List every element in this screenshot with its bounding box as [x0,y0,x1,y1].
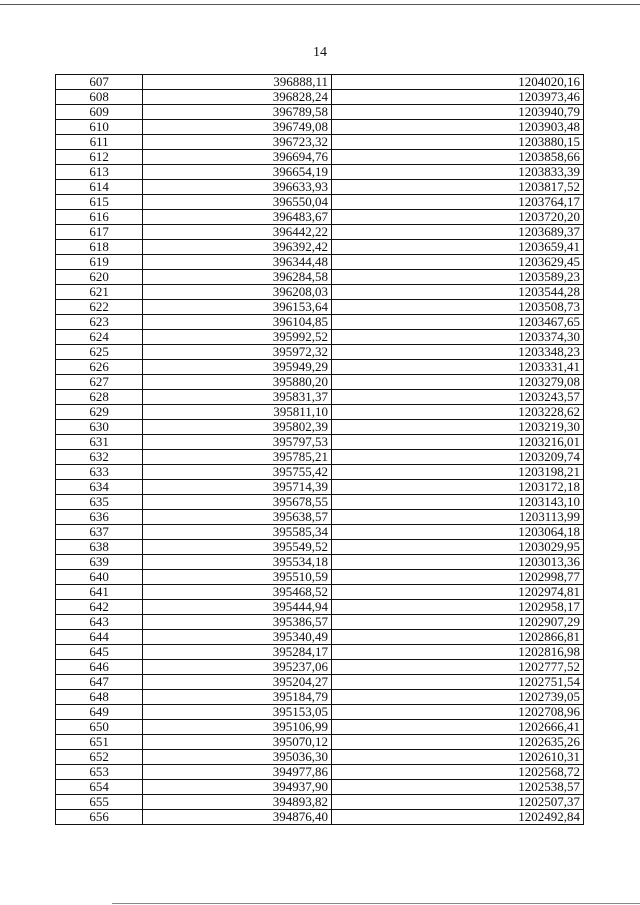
y-coordinate-cell: 1203589,23 [332,270,584,285]
table-row [56,570,584,585]
x-coordinate-cell: 395070,12 [143,735,332,750]
point-number-cell: 649 [56,705,143,720]
y-coordinate-cell: 1202777,52 [332,660,584,675]
y-coordinate-cell: 1203216,01 [332,435,584,450]
y-coordinate-cell: 1203064,18 [332,525,584,540]
point-number-cell: 639 [56,555,143,570]
table-row [56,450,584,465]
y-coordinate-cell: 1203659,41 [332,240,584,255]
y-coordinate-cell: 1203374,30 [332,330,584,345]
point-number-cell: 644 [56,630,143,645]
y-coordinate-cell: 1203331,41 [332,360,584,375]
y-coordinate-cell: 1203228,62 [332,405,584,420]
point-number-cell: 634 [56,480,143,495]
top-rule [0,4,640,5]
table-row [56,540,584,555]
x-coordinate-cell: 394937,90 [143,780,332,795]
x-coordinate-cell: 395534,18 [143,555,332,570]
x-coordinate-cell: 395802,39 [143,420,332,435]
table-row [56,630,584,645]
x-coordinate-cell: 395106,99 [143,720,332,735]
point-number-cell: 627 [56,375,143,390]
y-coordinate-cell: 1203720,20 [332,210,584,225]
point-number-cell: 610 [56,120,143,135]
y-coordinate-cell: 1203243,57 [332,390,584,405]
x-coordinate-cell: 394977,86 [143,765,332,780]
point-number-cell: 625 [56,345,143,360]
point-number-cell: 612 [56,150,143,165]
x-coordinate-cell: 396694,76 [143,150,332,165]
y-coordinate-cell: 1203113,99 [332,510,584,525]
point-number-cell: 648 [56,690,143,705]
point-number-cell: 650 [56,720,143,735]
table-row [56,210,584,225]
point-number-cell: 656 [56,810,143,825]
table-row [56,300,584,315]
y-coordinate-cell: 1203348,23 [332,345,584,360]
x-coordinate-cell: 396550,04 [143,195,332,210]
y-coordinate-cell: 1202998,77 [332,570,584,585]
table-row [56,360,584,375]
point-number-cell: 647 [56,675,143,690]
table-row [56,420,584,435]
x-coordinate-cell: 396483,67 [143,210,332,225]
table-row [56,465,584,480]
table-row [56,330,584,345]
point-number-cell: 633 [56,465,143,480]
y-coordinate-cell: 1203467,65 [332,315,584,330]
x-coordinate-cell: 396888,11 [143,75,332,90]
y-coordinate-cell: 1202958,17 [332,600,584,615]
x-coordinate-cell: 395678,55 [143,495,332,510]
x-coordinate-cell: 396392,42 [143,240,332,255]
point-number-cell: 631 [56,435,143,450]
table-row [56,315,584,330]
x-coordinate-cell: 396654,19 [143,165,332,180]
x-coordinate-cell: 396442,22 [143,225,332,240]
x-coordinate-cell: 395468,52 [143,585,332,600]
point-number-cell: 617 [56,225,143,240]
y-coordinate-cell: 1202492,84 [332,810,584,825]
y-coordinate-cell: 1203219,30 [332,420,584,435]
x-coordinate-cell: 395549,52 [143,540,332,555]
point-number-cell: 623 [56,315,143,330]
x-coordinate-cell: 395153,05 [143,705,332,720]
x-coordinate-cell: 395797,53 [143,435,332,450]
y-coordinate-cell: 1203629,45 [332,255,584,270]
table-row [56,135,584,150]
point-number-cell: 653 [56,765,143,780]
x-coordinate-cell: 395755,42 [143,465,332,480]
point-number-cell: 614 [56,180,143,195]
y-coordinate-cell: 1203508,73 [332,300,584,315]
y-coordinate-cell: 1202974,81 [332,585,584,600]
point-number-cell: 609 [56,105,143,120]
point-number-cell: 619 [56,255,143,270]
point-number-cell: 629 [56,405,143,420]
point-number-cell: 616 [56,210,143,225]
y-coordinate-cell: 1203880,15 [332,135,584,150]
table-row [56,675,584,690]
coordinates-table [55,74,584,825]
x-coordinate-cell: 395585,34 [143,525,332,540]
point-number-cell: 624 [56,330,143,345]
point-number-cell: 626 [56,360,143,375]
point-number-cell: 636 [56,510,143,525]
x-coordinate-cell: 395831,37 [143,390,332,405]
table-row [56,345,584,360]
y-coordinate-cell: 1203764,17 [332,195,584,210]
x-coordinate-cell: 396828,24 [143,90,332,105]
x-coordinate-cell: 395880,20 [143,375,332,390]
y-coordinate-cell: 1202610,31 [332,750,584,765]
point-number-cell: 640 [56,570,143,585]
point-number-cell: 632 [56,450,143,465]
table-row [56,720,584,735]
point-number-cell: 620 [56,270,143,285]
x-coordinate-cell: 395184,79 [143,690,332,705]
x-coordinate-cell: 395237,06 [143,660,332,675]
x-coordinate-cell: 396723,32 [143,135,332,150]
point-number-cell: 628 [56,390,143,405]
point-number-cell: 646 [56,660,143,675]
point-number-cell: 630 [56,420,143,435]
table-row [56,480,584,495]
table-row [56,765,584,780]
y-coordinate-cell: 1203209,74 [332,450,584,465]
table-row [56,285,584,300]
y-coordinate-cell: 1203973,46 [332,90,584,105]
table-row [56,390,584,405]
x-coordinate-cell: 396153,64 [143,300,332,315]
table-row [56,660,584,675]
point-number-cell: 645 [56,645,143,660]
point-number-cell: 635 [56,495,143,510]
y-coordinate-cell: 1203029,95 [332,540,584,555]
table-row [56,255,584,270]
x-coordinate-cell: 395992,52 [143,330,332,345]
x-coordinate-cell: 395785,21 [143,450,332,465]
point-number-cell: 642 [56,600,143,615]
x-coordinate-cell: 395972,32 [143,345,332,360]
table-row [56,555,584,570]
y-coordinate-cell: 1202507,37 [332,795,584,810]
x-coordinate-cell: 396284,58 [143,270,332,285]
y-coordinate-cell: 1203544,28 [332,285,584,300]
table-row [56,150,584,165]
table-row [56,165,584,180]
table-row [56,585,584,600]
y-coordinate-cell: 1203689,37 [332,225,584,240]
y-coordinate-cell: 1203172,18 [332,480,584,495]
x-coordinate-cell: 395204,27 [143,675,332,690]
point-number-cell: 607 [56,75,143,90]
table-row [56,615,584,630]
y-coordinate-cell: 1202568,72 [332,765,584,780]
x-coordinate-cell: 396749,08 [143,120,332,135]
point-number-cell: 608 [56,90,143,105]
point-number-cell: 611 [56,135,143,150]
table-row [56,795,584,810]
y-coordinate-cell: 1202708,96 [332,705,584,720]
y-coordinate-cell: 1203940,79 [332,105,584,120]
table-row [56,600,584,615]
x-coordinate-cell: 395949,29 [143,360,332,375]
x-coordinate-cell: 394876,40 [143,810,332,825]
x-coordinate-cell: 396344,48 [143,255,332,270]
table-row [56,180,584,195]
point-number-cell: 643 [56,615,143,630]
x-coordinate-cell: 394893,82 [143,795,332,810]
y-coordinate-cell: 1202866,81 [332,630,584,645]
y-coordinate-cell: 1203198,21 [332,465,584,480]
bottom-rule [112,903,640,904]
point-number-cell: 637 [56,525,143,540]
y-coordinate-cell: 1203143,10 [332,495,584,510]
point-number-cell: 651 [56,735,143,750]
y-coordinate-cell: 1203279,08 [332,375,584,390]
table-row [56,225,584,240]
point-number-cell: 618 [56,240,143,255]
coordinates-table-body [56,75,584,825]
table-row [56,405,584,420]
table-row [56,780,584,795]
point-number-cell: 615 [56,195,143,210]
table-row [56,690,584,705]
y-coordinate-cell: 1203817,52 [332,180,584,195]
y-coordinate-cell: 1203013,36 [332,555,584,570]
y-coordinate-cell: 1203903,48 [332,120,584,135]
y-coordinate-cell: 1202751,54 [332,675,584,690]
x-coordinate-cell: 395510,59 [143,570,332,585]
y-coordinate-cell: 1203858,66 [332,150,584,165]
x-coordinate-cell: 395340,49 [143,630,332,645]
x-coordinate-cell: 396789,58 [143,105,332,120]
point-number-cell: 613 [56,165,143,180]
y-coordinate-cell: 1202666,41 [332,720,584,735]
x-coordinate-cell: 395638,57 [143,510,332,525]
table-row [56,435,584,450]
y-coordinate-cell: 1203833,39 [332,165,584,180]
table-row [56,810,584,825]
table-row [56,750,584,765]
table-row [56,510,584,525]
x-coordinate-cell: 396208,03 [143,285,332,300]
table-row [56,525,584,540]
y-coordinate-cell: 1202907,29 [332,615,584,630]
x-coordinate-cell: 396633,93 [143,180,332,195]
y-coordinate-cell: 1202739,05 [332,690,584,705]
x-coordinate-cell: 395036,30 [143,750,332,765]
y-coordinate-cell: 1204020,16 [332,75,584,90]
y-coordinate-cell: 1202816,98 [332,645,584,660]
table-row [56,240,584,255]
table-row [56,120,584,135]
x-coordinate-cell: 395284,17 [143,645,332,660]
table-row [56,270,584,285]
point-number-cell: 655 [56,795,143,810]
page-number: 14 [313,45,327,60]
table-row [56,735,584,750]
point-number-cell: 652 [56,750,143,765]
y-coordinate-cell: 1202635,26 [332,735,584,750]
table-row [56,495,584,510]
point-number-cell: 638 [56,540,143,555]
table-row [56,90,584,105]
x-coordinate-cell: 395444,94 [143,600,332,615]
point-number-cell: 622 [56,300,143,315]
point-number-cell: 654 [56,780,143,795]
point-number-cell: 621 [56,285,143,300]
x-coordinate-cell: 395386,57 [143,615,332,630]
point-number-cell: 641 [56,585,143,600]
table-row [56,705,584,720]
x-coordinate-cell: 395811,10 [143,405,332,420]
x-coordinate-cell: 396104,85 [143,315,332,330]
table-row [56,105,584,120]
table-row [56,75,584,90]
table-row [56,645,584,660]
y-coordinate-cell: 1202538,57 [332,780,584,795]
table-row [56,195,584,210]
table-row [56,375,584,390]
x-coordinate-cell: 395714,39 [143,480,332,495]
